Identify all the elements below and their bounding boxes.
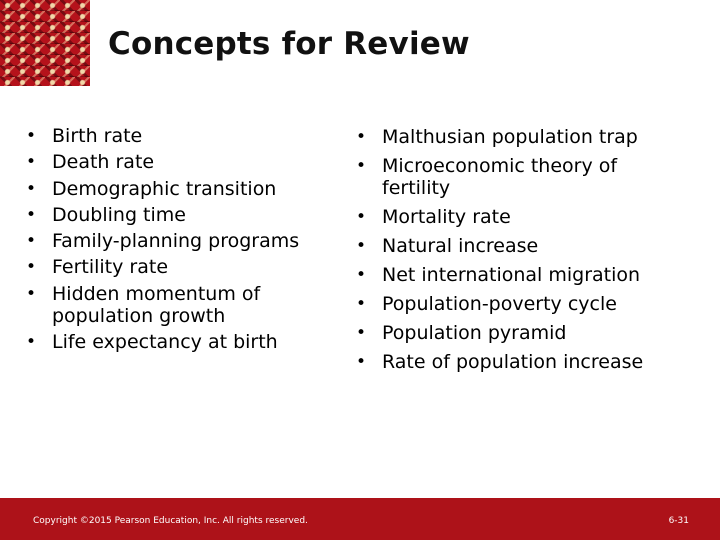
list-item: • Doubling time: [26, 204, 326, 226]
page-number: 6-31: [668, 516, 689, 526]
left-concepts-list: [26, 125, 326, 357]
list-item: • Natural increase: [356, 235, 696, 257]
list-item: • Fertility rate: [26, 256, 326, 278]
right-concepts-list: [356, 126, 696, 380]
list-item: • Net international migration: [356, 264, 696, 286]
list-item: • Population-poverty cycle: [356, 293, 696, 315]
list-item: • Demographic transition: [26, 178, 326, 200]
list-item: • Mortality rate: [356, 206, 696, 228]
slide-title: Concepts for Review: [108, 26, 470, 62]
list-item: • Birth rate: [26, 125, 326, 147]
list-item: • Death rate: [26, 151, 326, 173]
decorative-pattern-image: [0, 0, 90, 86]
list-item: • Microeconomic theory of fertility: [356, 155, 644, 199]
copyright-notice: Copyright ©2015 Pearson Education, Inc. All rights reserved.: [33, 516, 308, 526]
list-item: • Malthusian population trap: [356, 126, 696, 148]
footer-bar: [0, 498, 720, 540]
list-item: • Family-planning programs: [26, 230, 326, 252]
list-item: • Hidden momentum of population growth: [26, 283, 282, 327]
list-item: • Life expectancy at birth: [26, 331, 326, 353]
list-item: • Rate of population increase: [356, 351, 696, 373]
list-item: • Population pyramid: [356, 322, 696, 344]
